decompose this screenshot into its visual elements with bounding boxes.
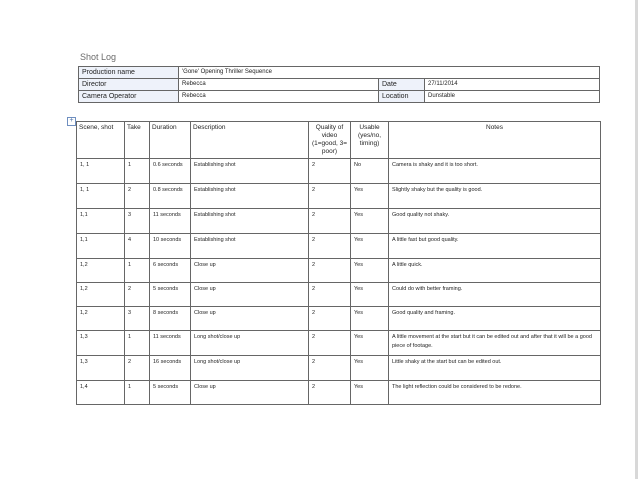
cell-duration: 0.6 seconds [150, 159, 191, 184]
cell-scene: 1, 1 [77, 159, 125, 184]
cell-quality: 2 [309, 259, 351, 283]
cell-description: Establishing shot [191, 234, 309, 259]
cell-notes: A little movement at the start but it can be edited out and after that it will be a good piece of footage. [389, 331, 601, 356]
cell-usable: Yes [351, 381, 389, 405]
cell-scene: 1,1 [77, 209, 125, 234]
cell-take: 2 [125, 283, 150, 307]
header-duration: Duration [150, 122, 191, 159]
cell-duration: 11 seconds [150, 331, 191, 356]
camera-operator-label: Camera Operator [79, 91, 179, 103]
cell-notes: Good quality not shaky. [389, 209, 601, 234]
cell-scene: 1, 1 [77, 184, 125, 209]
cell-take: 3 [125, 307, 150, 331]
cell-description: Close up [191, 283, 309, 307]
table-row [77, 259, 601, 283]
cell-notes: Could do with better framing. [389, 283, 601, 307]
production-name-value: 'Gone' Opening Thriller Sequence [179, 67, 600, 79]
camera-operator-row [79, 91, 600, 103]
cell-usable: Yes [351, 307, 389, 331]
cell-duration: 16 seconds [150, 356, 191, 381]
table-row [77, 209, 601, 234]
date-label: Date [379, 79, 425, 91]
cell-duration: 11 seconds [150, 209, 191, 234]
table-row [77, 356, 601, 381]
cell-duration: 10 seconds [150, 234, 191, 259]
cell-scene: 1,2 [77, 307, 125, 331]
table-row [77, 331, 601, 356]
date-value: 27/11/2014 [425, 79, 600, 91]
cell-notes: A little fast but good quality. [389, 234, 601, 259]
cell-take: 3 [125, 209, 150, 234]
cell-take: 2 [125, 184, 150, 209]
cell-duration: 6 seconds [150, 259, 191, 283]
production-name-label: Production name [79, 67, 179, 79]
cell-notes: The light reflection could be considered to be redone. [389, 381, 601, 405]
cell-quality: 2 [309, 331, 351, 356]
cell-usable: Yes [351, 184, 389, 209]
cell-notes: Good quality and framing. [389, 307, 601, 331]
production-info-table [78, 66, 600, 103]
cell-description: Close up [191, 381, 309, 405]
cell-usable: Yes [351, 283, 389, 307]
cell-scene: 1,3 [77, 331, 125, 356]
cell-description: Establishing shot [191, 159, 309, 184]
table-row [77, 159, 601, 184]
cell-usable: No [351, 159, 389, 184]
page-title: Shot Log [80, 52, 117, 62]
shot-log-table [76, 121, 601, 405]
director-value: Rebecca [179, 79, 379, 91]
cell-quality: 2 [309, 234, 351, 259]
table-row [77, 283, 601, 307]
cell-quality: 2 [309, 283, 351, 307]
header-description: Description [191, 122, 309, 159]
cell-quality: 2 [309, 381, 351, 405]
cell-scene: 1,4 [77, 381, 125, 405]
cell-description: Long shot/close up [191, 331, 309, 356]
header-take: Take [125, 122, 150, 159]
cell-notes: Camera is shaky and it is too short. [389, 159, 601, 184]
cell-take: 1 [125, 381, 150, 405]
cell-usable: Yes [351, 331, 389, 356]
cell-quality: 2 [309, 356, 351, 381]
cell-quality: 2 [309, 307, 351, 331]
cell-usable: Yes [351, 209, 389, 234]
camera-operator-value: Rebecca [179, 91, 379, 103]
header-notes: Notes [389, 122, 601, 159]
table-move-handle-icon[interactable]: + [67, 117, 76, 126]
header-row [77, 122, 601, 159]
cell-scene: 1,2 [77, 283, 125, 307]
cell-scene: 1,1 [77, 234, 125, 259]
cell-duration: 5 seconds [150, 283, 191, 307]
production-name-row [79, 67, 600, 79]
director-label: Director [79, 79, 179, 91]
location-value: Dunstable [425, 91, 600, 103]
cell-take: 1 [125, 259, 150, 283]
cell-description: Close up [191, 307, 309, 331]
cell-notes: A little quick. [389, 259, 601, 283]
cell-quality: 2 [309, 159, 351, 184]
header-usable: Usable (yes/no, timing) [351, 122, 389, 159]
cell-notes: Slightly shaky but the quality is good. [389, 184, 601, 209]
table-row [77, 184, 601, 209]
table-row [77, 234, 601, 259]
cell-take: 1 [125, 159, 150, 184]
cell-duration: 0.8 seconds [150, 184, 191, 209]
cell-description: Long shot/close up [191, 356, 309, 381]
cell-take: 4 [125, 234, 150, 259]
cell-scene: 1,3 [77, 356, 125, 381]
cell-usable: Yes [351, 259, 389, 283]
cell-usable: Yes [351, 356, 389, 381]
cell-duration: 5 seconds [150, 381, 191, 405]
cell-description: Close up [191, 259, 309, 283]
cell-quality: 2 [309, 184, 351, 209]
cell-quality: 2 [309, 209, 351, 234]
cell-take: 1 [125, 331, 150, 356]
cell-scene: 1,2 [77, 259, 125, 283]
table-row [77, 381, 601, 405]
cell-take: 2 [125, 356, 150, 381]
director-row [79, 79, 600, 91]
cell-description: Establishing shot [191, 184, 309, 209]
cell-notes: Little shaky at the start but can be edited out. [389, 356, 601, 381]
cell-usable: Yes [351, 234, 389, 259]
header-quality: Quality of video (1=good, 3= poor) [309, 122, 351, 159]
cell-description: Establishing shot [191, 209, 309, 234]
table-row [77, 307, 601, 331]
location-label: Location [379, 91, 425, 103]
header-scene-shot: Scene, shot [77, 122, 125, 159]
cell-duration: 8 seconds [150, 307, 191, 331]
